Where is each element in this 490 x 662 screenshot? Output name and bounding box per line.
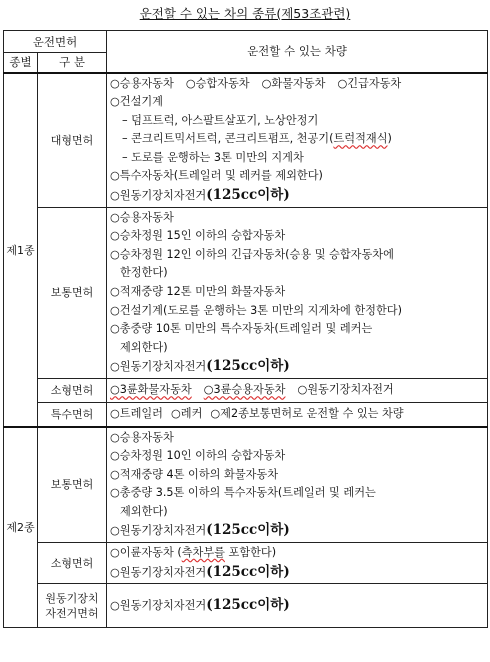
list-item: 한정한다): [120, 266, 168, 280]
list-item: ○적재중량 12톤 미만의 화물자동차: [110, 285, 286, 299]
list-item: ○원동기장치자전거(125cc이하): [110, 522, 290, 539]
class2-small-label: 소형면허: [38, 543, 107, 584]
list-item: ○승용자동차: [110, 430, 174, 444]
list-item: ○원동기장치자전거(125cc이하): [110, 187, 290, 204]
class1-label: 제1종: [4, 73, 38, 427]
class2-label: 제2종: [4, 427, 38, 628]
class2-moped-content: [107, 584, 488, 628]
header-license: 운전면허: [4, 31, 107, 53]
list-item: – 덤프트럭, 아스팔트살포기, 노상안정기: [122, 113, 319, 127]
list-item: ○승차정원 10인 이하의 승합자동차: [110, 449, 286, 463]
header-type: 구 분: [38, 53, 107, 73]
list-item: ○원동기장치자전거(125cc이하): [110, 563, 290, 580]
page-title: 운전할 수 있는 차의 종류(제53조관련): [139, 6, 351, 21]
class1-large-label: 대형면허: [38, 73, 107, 208]
list-item: ○원동기장치자전거(125cc이하): [110, 596, 290, 613]
list-item: ○건설기계: [110, 95, 163, 109]
list-item: ○이륜자동차 (측차부를 포함한다): [110, 546, 277, 560]
list-item: ○트레일러 ○레커 ○제2종보통면허로 운전할 수 있는 차량: [110, 406, 404, 420]
class1-normal-label: 보통면허: [38, 207, 107, 378]
list-item: 제외한다): [120, 504, 168, 518]
list-item: – 도로를 운행하는 3톤 미만의 지게차: [122, 150, 304, 164]
class1-special-label: 특수면허: [38, 403, 107, 427]
list-item: ○승차정원 12인 이하의 긴급자동차(승용 및 승합자동차에: [110, 247, 394, 261]
class2-normal-label: 보통면허: [38, 427, 107, 543]
class2-small-content: [107, 543, 488, 584]
class1-special-content: [107, 403, 488, 427]
list-item: ○승차정원 15인 이하의 승합자동차: [110, 229, 286, 243]
list-item: ○건설기계(도로를 운행하는 3톤 미만의 지게차에 한정한다): [110, 303, 402, 317]
list-item: ○총중량 3.5톤 이하의 특수자동차(트레일러 및 레커는: [110, 486, 376, 500]
list-item: ○적재중량 4톤 이하의 화물자동차: [110, 467, 279, 481]
list-item: ○승용자동차 ○승합자동차 ○화물자동차 ○긴급자동차: [110, 76, 402, 90]
header-class: 종별: [4, 53, 38, 73]
class1-normal-content: [107, 207, 488, 378]
list-item: – 콘크리트믹서트럭, 콘크리트펌프, 천공기(트럭적재식): [122, 132, 392, 146]
header-vehicles: 운전할 수 있는 차량: [107, 31, 488, 73]
list-item: ○특수자동차(트레일러 및 레커를 제외한다): [110, 169, 323, 183]
class1-small-content: [107, 379, 488, 403]
list-item: ○3륜화물자동차 ○3륜승용자동차 ○원동기장치자전거: [110, 383, 394, 397]
list-item: ○총중량 10톤 미만의 특수자동차(트레일러 및 레커는: [110, 322, 373, 336]
list-item: ○원동기장치자전거(125cc이하): [110, 358, 290, 375]
class2-moped-label: 원동기장치 자전거면허: [38, 584, 107, 628]
class1-small-label: 소형면허: [38, 379, 107, 403]
list-item: ○승용자동차: [110, 210, 174, 224]
class2-normal-content: [107, 427, 488, 543]
class1-large-content: [107, 73, 488, 208]
list-item: 제외한다): [120, 340, 168, 354]
license-table: [3, 30, 488, 628]
